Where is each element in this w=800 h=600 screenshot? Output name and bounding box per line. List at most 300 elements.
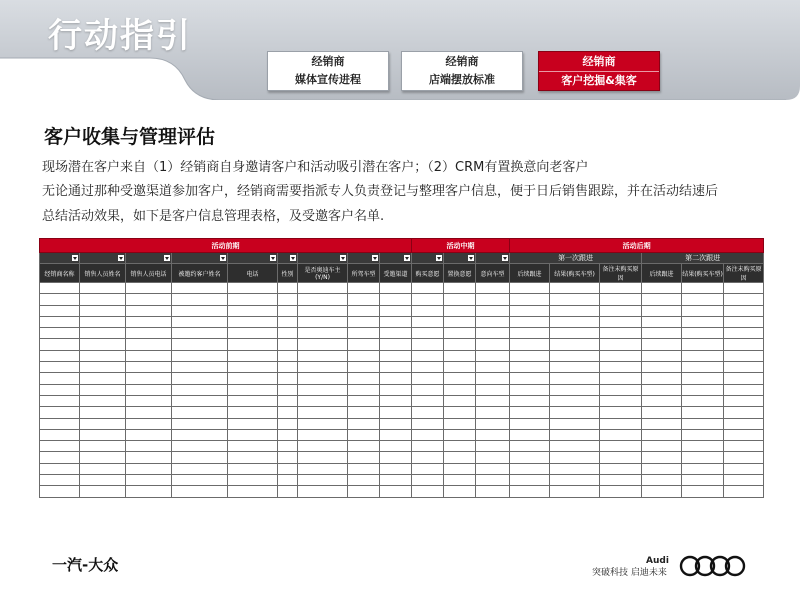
table-cell[interactable] [348,486,380,497]
table-cell[interactable] [642,350,682,361]
filter-cell[interactable] [348,253,380,264]
table-cell[interactable] [278,294,298,305]
table-cell[interactable] [412,316,444,327]
table-cell[interactable] [550,395,600,406]
table-cell[interactable] [380,339,412,350]
table-cell[interactable] [172,429,228,440]
table-cell[interactable] [126,407,172,418]
table-cell[interactable] [126,463,172,474]
table-cell[interactable] [444,294,476,305]
table-cell[interactable] [348,395,380,406]
table-cell[interactable] [412,362,444,373]
table-cell[interactable] [380,384,412,395]
table-cell[interactable] [380,350,412,361]
dropdown-arrow-icon[interactable] [436,255,442,261]
table-cell[interactable] [412,339,444,350]
table-cell[interactable] [126,486,172,497]
table-cell[interactable] [40,384,80,395]
table-cell[interactable] [550,373,600,384]
table-cell[interactable] [40,305,80,316]
table-cell[interactable] [476,463,510,474]
table-cell[interactable] [444,384,476,395]
table-cell[interactable] [348,441,380,452]
table-cell[interactable] [40,362,80,373]
table-cell[interactable] [550,339,600,350]
table-cell[interactable] [298,328,348,339]
table-cell[interactable] [550,418,600,429]
table-cell[interactable] [412,452,444,463]
table-cell[interactable] [126,316,172,327]
table-cell[interactable] [278,384,298,395]
table-cell[interactable] [476,429,510,440]
table-cell[interactable] [348,407,380,418]
table-cell[interactable] [510,339,550,350]
table-cell[interactable] [642,407,682,418]
table-cell[interactable] [510,283,550,294]
filter-cell[interactable] [412,253,444,264]
table-cell[interactable] [228,294,278,305]
filter-cell[interactable] [228,253,278,264]
table-cell[interactable] [476,328,510,339]
tab-store-display[interactable] [401,51,523,91]
table-cell[interactable] [126,395,172,406]
table-cell[interactable] [476,475,510,486]
table-cell[interactable] [278,339,298,350]
table-cell[interactable] [444,305,476,316]
table-cell[interactable] [724,283,764,294]
table-cell[interactable] [476,294,510,305]
table-cell[interactable] [550,328,600,339]
table-cell[interactable] [550,407,600,418]
table-cell[interactable] [40,418,80,429]
table-cell[interactable] [510,475,550,486]
table-cell[interactable] [412,429,444,440]
table-cell[interactable] [550,475,600,486]
dropdown-arrow-icon[interactable] [220,255,226,261]
table-cell[interactable] [510,305,550,316]
table-cell[interactable] [380,395,412,406]
table-cell[interactable] [444,350,476,361]
table-cell[interactable] [348,316,380,327]
table-cell[interactable] [682,328,724,339]
table-cell[interactable] [682,350,724,361]
table-cell[interactable] [550,429,600,440]
table-cell[interactable] [40,441,80,452]
table-cell[interactable] [724,463,764,474]
table-cell[interactable] [600,418,642,429]
table-cell[interactable] [172,384,228,395]
table-cell[interactable] [126,283,172,294]
table-cell[interactable] [228,350,278,361]
table-cell[interactable] [724,350,764,361]
table-cell[interactable] [642,362,682,373]
table-cell[interactable] [600,305,642,316]
table-cell[interactable] [278,350,298,361]
table-cell[interactable] [510,316,550,327]
table-cell[interactable] [682,407,724,418]
filter-cell[interactable] [40,253,80,264]
table-cell[interactable] [298,373,348,384]
table-cell[interactable] [126,339,172,350]
table-cell[interactable] [724,305,764,316]
table-cell[interactable] [412,350,444,361]
table-cell[interactable] [40,350,80,361]
table-cell[interactable] [348,475,380,486]
table-cell[interactable] [172,463,228,474]
table-cell[interactable] [682,294,724,305]
table-cell[interactable] [380,373,412,384]
table-cell[interactable] [40,463,80,474]
table-cell[interactable] [380,475,412,486]
table-cell[interactable] [40,486,80,497]
table-cell[interactable] [724,362,764,373]
table-cell[interactable] [228,452,278,463]
table-cell[interactable] [298,429,348,440]
table-cell[interactable] [80,441,126,452]
table-cell[interactable] [298,395,348,406]
table-cell[interactable] [724,452,764,463]
filter-cell[interactable] [172,253,228,264]
table-cell[interactable] [298,305,348,316]
table-cell[interactable] [444,283,476,294]
table-cell[interactable] [278,475,298,486]
table-cell[interactable] [724,407,764,418]
table-cell[interactable] [80,350,126,361]
table-cell[interactable] [228,486,278,497]
table-cell[interactable] [476,362,510,373]
table-cell[interactable] [278,283,298,294]
table-cell[interactable] [348,328,380,339]
table-cell[interactable] [476,395,510,406]
table-cell[interactable] [380,441,412,452]
table-cell[interactable] [228,339,278,350]
table-cell[interactable] [40,475,80,486]
table-cell[interactable] [444,328,476,339]
filter-cell[interactable] [298,253,348,264]
table-cell[interactable] [550,463,600,474]
table-cell[interactable] [228,418,278,429]
table-cell[interactable] [348,463,380,474]
table-cell[interactable] [642,373,682,384]
table-cell[interactable] [80,395,126,406]
tab-customer-acquisition[interactable] [538,51,660,91]
dropdown-arrow-icon[interactable] [290,255,296,261]
table-cell[interactable] [510,452,550,463]
table-cell[interactable] [298,350,348,361]
table-cell[interactable] [278,328,298,339]
table-cell[interactable] [80,486,126,497]
table-cell[interactable] [80,339,126,350]
table-cell[interactable] [444,316,476,327]
table-cell[interactable] [298,452,348,463]
table-cell[interactable] [510,441,550,452]
table-cell[interactable] [550,384,600,395]
table-cell[interactable] [278,305,298,316]
table-cell[interactable] [600,316,642,327]
filter-cell[interactable] [126,253,172,264]
table-cell[interactable] [724,486,764,497]
table-cell[interactable] [642,384,682,395]
table-cell[interactable] [550,305,600,316]
table-cell[interactable] [444,339,476,350]
table-cell[interactable] [682,373,724,384]
table-cell[interactable] [600,373,642,384]
table-cell[interactable] [642,418,682,429]
table-cell[interactable] [550,316,600,327]
table-cell[interactable] [228,328,278,339]
table-cell[interactable] [724,316,764,327]
table-cell[interactable] [444,395,476,406]
table-cell[interactable] [348,294,380,305]
dropdown-arrow-icon[interactable] [468,255,474,261]
table-cell[interactable] [172,407,228,418]
table-cell[interactable] [298,486,348,497]
table-cell[interactable] [172,362,228,373]
table-cell[interactable] [682,429,724,440]
table-cell[interactable] [40,395,80,406]
table-cell[interactable] [600,407,642,418]
table-cell[interactable] [412,328,444,339]
table-cell[interactable] [444,441,476,452]
table-cell[interactable] [642,452,682,463]
table-cell[interactable] [348,373,380,384]
table-cell[interactable] [172,294,228,305]
filter-cell[interactable] [476,253,510,264]
table-cell[interactable] [172,316,228,327]
table-cell[interactable] [80,429,126,440]
table-cell[interactable] [724,373,764,384]
table-cell[interactable] [126,305,172,316]
table-cell[interactable] [476,373,510,384]
table-cell[interactable] [298,294,348,305]
table-cell[interactable] [278,441,298,452]
table-cell[interactable] [600,384,642,395]
table-cell[interactable] [510,418,550,429]
table-cell[interactable] [412,305,444,316]
tab-media-progress[interactable] [267,51,389,91]
dropdown-arrow-icon[interactable] [372,255,378,261]
table-cell[interactable] [642,283,682,294]
table-cell[interactable] [172,452,228,463]
table-cell[interactable] [412,463,444,474]
table-cell[interactable] [642,395,682,406]
table-cell[interactable] [80,328,126,339]
table-cell[interactable] [510,384,550,395]
table-cell[interactable] [380,407,412,418]
table-cell[interactable] [412,294,444,305]
table-cell[interactable] [724,475,764,486]
table-cell[interactable] [172,328,228,339]
table-cell[interactable] [682,395,724,406]
table-cell[interactable] [444,475,476,486]
table-cell[interactable] [642,294,682,305]
table-cell[interactable] [724,384,764,395]
table-cell[interactable] [510,350,550,361]
table-cell[interactable] [600,395,642,406]
table-cell[interactable] [600,452,642,463]
table-cell[interactable] [278,316,298,327]
table-cell[interactable] [444,362,476,373]
table-cell[interactable] [476,350,510,361]
table-cell[interactable] [550,486,600,497]
table-cell[interactable] [80,362,126,373]
table-cell[interactable] [126,373,172,384]
table-cell[interactable] [40,339,80,350]
table-cell[interactable] [40,407,80,418]
table-cell[interactable] [510,395,550,406]
table-cell[interactable] [682,283,724,294]
table-cell[interactable] [298,339,348,350]
table-cell[interactable] [412,475,444,486]
table-cell[interactable] [550,350,600,361]
table-cell[interactable] [444,418,476,429]
table-cell[interactable] [228,305,278,316]
table-cell[interactable] [600,362,642,373]
dropdown-arrow-icon[interactable] [72,255,78,261]
table-cell[interactable] [412,373,444,384]
table-cell[interactable] [682,418,724,429]
filter-cell[interactable] [444,253,476,264]
table-cell[interactable] [172,373,228,384]
table-cell[interactable] [172,395,228,406]
table-cell[interactable] [172,475,228,486]
table-cell[interactable] [412,395,444,406]
table-cell[interactable] [600,463,642,474]
table-cell[interactable] [40,294,80,305]
filter-cell[interactable] [278,253,298,264]
table-cell[interactable] [80,316,126,327]
table-cell[interactable] [126,429,172,440]
table-cell[interactable] [348,384,380,395]
table-cell[interactable] [80,305,126,316]
table-cell[interactable] [550,294,600,305]
table-cell[interactable] [412,384,444,395]
table-cell[interactable] [682,316,724,327]
table-cell[interactable] [600,339,642,350]
table-cell[interactable] [228,407,278,418]
table-cell[interactable] [682,475,724,486]
table-cell[interactable] [40,328,80,339]
table-cell[interactable] [476,316,510,327]
table-cell[interactable] [380,305,412,316]
table-cell[interactable] [682,452,724,463]
table-cell[interactable] [444,429,476,440]
table-cell[interactable] [642,316,682,327]
table-cell[interactable] [40,316,80,327]
table-cell[interactable] [348,429,380,440]
table-cell[interactable] [80,384,126,395]
table-cell[interactable] [510,362,550,373]
table-cell[interactable] [298,362,348,373]
table-cell[interactable] [600,283,642,294]
table-cell[interactable] [600,475,642,486]
table-cell[interactable] [278,362,298,373]
table-cell[interactable] [380,283,412,294]
table-cell[interactable] [126,418,172,429]
table-cell[interactable] [600,350,642,361]
table-cell[interactable] [228,362,278,373]
table-cell[interactable] [682,339,724,350]
table-cell[interactable] [80,475,126,486]
table-cell[interactable] [380,362,412,373]
table-cell[interactable] [298,407,348,418]
table-cell[interactable] [510,294,550,305]
table-cell[interactable] [412,441,444,452]
table-cell[interactable] [476,452,510,463]
dropdown-arrow-icon[interactable] [340,255,346,261]
dropdown-arrow-icon[interactable] [164,255,170,261]
table-cell[interactable] [600,441,642,452]
table-cell[interactable] [600,294,642,305]
table-cell[interactable] [642,463,682,474]
table-cell[interactable] [510,373,550,384]
table-cell[interactable] [228,395,278,406]
table-cell[interactable] [724,328,764,339]
table-cell[interactable] [348,362,380,373]
table-cell[interactable] [550,283,600,294]
table-cell[interactable] [642,305,682,316]
table-cell[interactable] [724,294,764,305]
table-cell[interactable] [380,418,412,429]
filter-cell[interactable] [380,253,412,264]
table-cell[interactable] [228,429,278,440]
table-cell[interactable] [380,429,412,440]
table-cell[interactable] [510,429,550,440]
table-cell[interactable] [444,452,476,463]
table-cell[interactable] [724,339,764,350]
table-cell[interactable] [724,429,764,440]
table-cell[interactable] [228,316,278,327]
table-cell[interactable] [40,373,80,384]
table-cell[interactable] [40,452,80,463]
table-cell[interactable] [278,486,298,497]
table-cell[interactable] [510,486,550,497]
table-cell[interactable] [80,407,126,418]
table-cell[interactable] [228,283,278,294]
table-cell[interactable] [510,463,550,474]
table-cell[interactable] [380,452,412,463]
table-cell[interactable] [412,418,444,429]
table-cell[interactable] [682,384,724,395]
table-cell[interactable] [278,407,298,418]
table-cell[interactable] [600,328,642,339]
table-cell[interactable] [80,463,126,474]
table-cell[interactable] [380,316,412,327]
table-cell[interactable] [298,316,348,327]
table-cell[interactable] [510,328,550,339]
dropdown-arrow-icon[interactable] [118,255,124,261]
dropdown-arrow-icon[interactable] [502,255,508,261]
table-cell[interactable] [380,294,412,305]
filter-cell[interactable] [80,253,126,264]
table-cell[interactable] [172,305,228,316]
table-cell[interactable] [348,283,380,294]
table-cell[interactable] [682,486,724,497]
table-cell[interactable] [348,452,380,463]
table-cell[interactable] [348,350,380,361]
table-cell[interactable] [724,395,764,406]
table-cell[interactable] [80,283,126,294]
dropdown-arrow-icon[interactable] [404,255,410,261]
table-cell[interactable] [476,407,510,418]
table-cell[interactable] [600,429,642,440]
table-cell[interactable] [172,418,228,429]
table-cell[interactable] [444,463,476,474]
table-cell[interactable] [444,407,476,418]
table-cell[interactable] [126,452,172,463]
table-cell[interactable] [348,339,380,350]
table-cell[interactable] [600,486,642,497]
